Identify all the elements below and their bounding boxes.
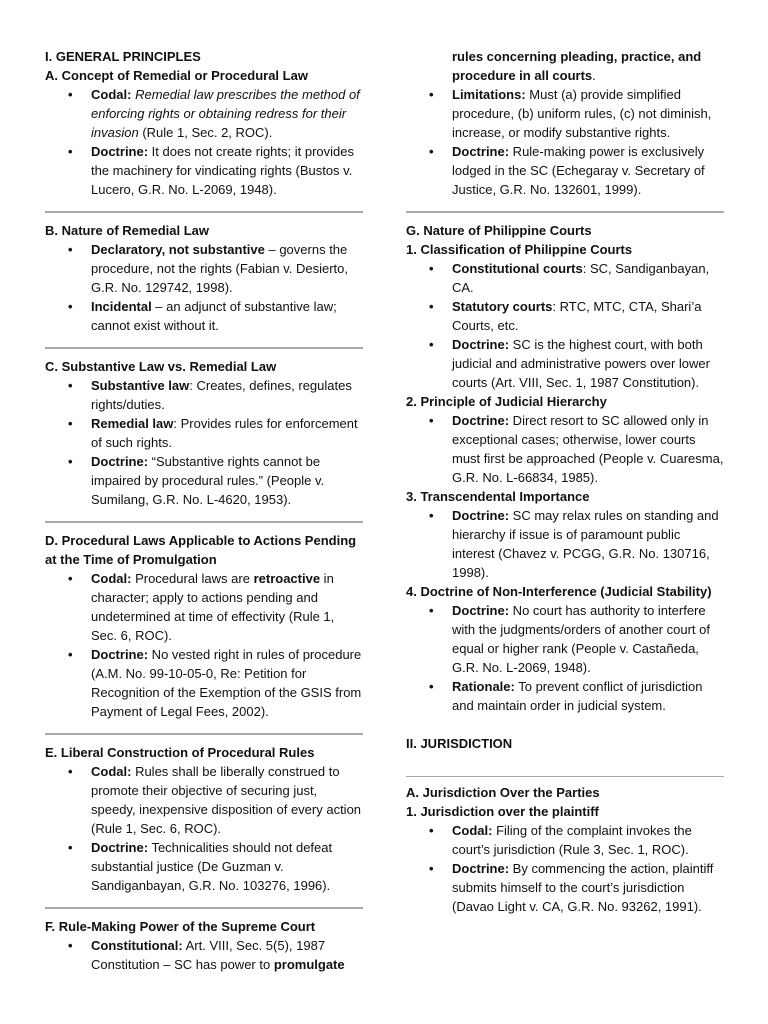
list-item: • Constitutional courts: SC, Sandiganbayan, CA. [406, 259, 724, 297]
bullet-list [45, 762, 363, 895]
section-b [45, 211, 363, 343]
list-item: • Limitations: Must (a) provide simplified procedure, (b) uniform rules, (c) not diminish, increase, or modify substantive rights. [406, 85, 724, 142]
right-column [406, 47, 724, 924]
divider [406, 776, 724, 777]
section-d [45, 521, 363, 729]
section-e [45, 733, 363, 903]
list-item: • Codal: Remedial law prescribes the method of enforcing rights or obtaining redress for their invasion (Rule 1, Sec. 2, ROC). [45, 85, 363, 142]
list-item: • Doctrine: By commencing the action, plaintiff submits himself to the court’s jurisdiction (Davao Light v. CA, G.R. No. 93262, 1991). [406, 859, 724, 916]
section-f [45, 907, 363, 982]
spacer [406, 715, 724, 734]
list-item: • Doctrine: It does not create rights; it provides the machinery for vindicating rights (Bustos v. Lucero, G.R. No. L-2069, 1948). [45, 142, 363, 199]
subsection-heading: 3. Transcendental Importance [406, 489, 590, 504]
list-item: • Codal: Rules shall be liberally construed to promote their objective of securing just, speedy, inexpensive disposition of every action (Rule 1, Sec. 6, ROC). [45, 762, 363, 838]
section-heading: A. Concept of Remedial or Procedural Law [45, 68, 308, 83]
bullet-list [45, 936, 363, 974]
list-item: • Doctrine: Technicalities should not defeat substantial justice (De Guzman v. Sandiganbayan, G.R. No. 103276, 1996). [45, 838, 363, 895]
bullet-list [45, 569, 363, 721]
bullet-list [45, 240, 363, 335]
list-item: • Codal: Filing of the complaint invokes the court’s jurisdiction (Rule 3, Sec. 1, ROC). [406, 821, 724, 859]
list-item: • Doctrine: SC is the highest court, with both judicial and administrative powers over lower courts (Art. VIII, Sec. 1, 1987 Constitution). [406, 335, 724, 392]
section-heading: F. Rule-Making Power of the Supreme Court [45, 919, 316, 934]
bullet-list [406, 506, 724, 582]
section-f-continued [406, 47, 724, 207]
section-c [45, 347, 363, 517]
list-item: • Statutory courts: RTC, MTC, CTA, Shari’a Courts, etc. [406, 297, 724, 335]
list-item: • Codal: Procedural laws are retroactive in character; apply to actions pending and undetermined at time of effectivity (Rule 1, Sec. 6, ROC). [45, 569, 363, 645]
part-title: I. GENERAL PRINCIPLES [45, 49, 201, 64]
section-heading: D. Procedural Laws Applicable to Actions Pending at the Time of Promulgation [45, 533, 357, 567]
list-item: • Remedial law: Provides rules for enforcement of such rights. [45, 414, 363, 452]
subsection-heading: 1. Jurisdiction over the plaintiff [406, 804, 599, 819]
list-item: • Rationale: To prevent conflict of jurisdiction and maintain order in judicial system. [406, 677, 724, 715]
bullet-list [406, 259, 724, 392]
section-a [45, 47, 363, 207]
list-item: • Constitutional: Art. VIII, Sec. 5(5), 1987 Constitution – SC has power to promulgate [45, 936, 363, 974]
section-heading: B. Nature of Remedial Law [45, 223, 209, 238]
list-item: • Doctrine: Direct resort to SC allowed only in exceptional cases; otherwise, lower courts must first be approached (People v. Cuaresma, G.R. No. L-66834, 1985). [406, 411, 724, 487]
section-g [406, 211, 724, 924]
list-item: • Doctrine: “Substantive rights cannot be impaired by procedural rules.” (People v. Sumilang, G.R. No. L-4620, 1953). [45, 452, 363, 509]
subsection-heading: 4. Doctrine of Non-Interference (Judicial Stability) [406, 584, 712, 599]
part-title: II. JURISDICTION [406, 736, 513, 751]
bullet-list [45, 376, 363, 509]
section-heading: A. Jurisdiction Over the Parties [406, 785, 600, 800]
list-item: • Doctrine: Rule-making power is exclusively lodged in the SC (Echegaray v. Secretary of Justice, G.R. No. 132601, 1999). [406, 142, 724, 199]
subsection-heading: 2. Principle of Judicial Hierarchy [406, 394, 607, 409]
list-item: • Substantive law: Creates, defines, regulates rights/duties. [45, 376, 363, 414]
list-item: • Doctrine: SC may relax rules on standing and hierarchy if issue is of paramount public interest (Chavez v. PCGG, G.R. No. 130716, 1998). [406, 506, 724, 582]
bullet-list [406, 821, 724, 916]
list-item: • Declaratory, not substantive – governs the procedure, not the rights (Fabian v. Desierto, G.R. No. 129742, 1998). [45, 240, 363, 297]
list-item: • Incidental – an adjunct of substantive law; cannot exist without it. [45, 297, 363, 335]
bullet-list [406, 85, 724, 199]
bullet-list [45, 85, 363, 199]
list-item: • Doctrine: No court has authority to interfere with the judgments/orders of another court of equal or higher rank (People v. Castañeda, G.R. No. L-2069, 1948). [406, 601, 724, 677]
bullet-list [406, 601, 724, 715]
section-heading: E. Liberal Construction of Procedural Rules [45, 745, 315, 760]
section-heading: G. Nature of Philippine Courts [406, 223, 592, 238]
bullet-list [406, 411, 724, 487]
continued-text: rules concerning pleading, practice, and procedure in all courts. [452, 49, 702, 83]
section-heading: C. Substantive Law vs. Remedial Law [45, 359, 277, 374]
subsection-heading: 1. Classification of Philippine Courts [406, 242, 633, 257]
left-column [45, 47, 363, 982]
spacer [406, 753, 724, 772]
list-item: • Doctrine: No vested right in rules of procedure (A.M. No. 99-10-05-0, Re: Petition for Recognition of the Exemption of the GSIS from Payment of Legal Fees, 2002). [45, 645, 363, 721]
